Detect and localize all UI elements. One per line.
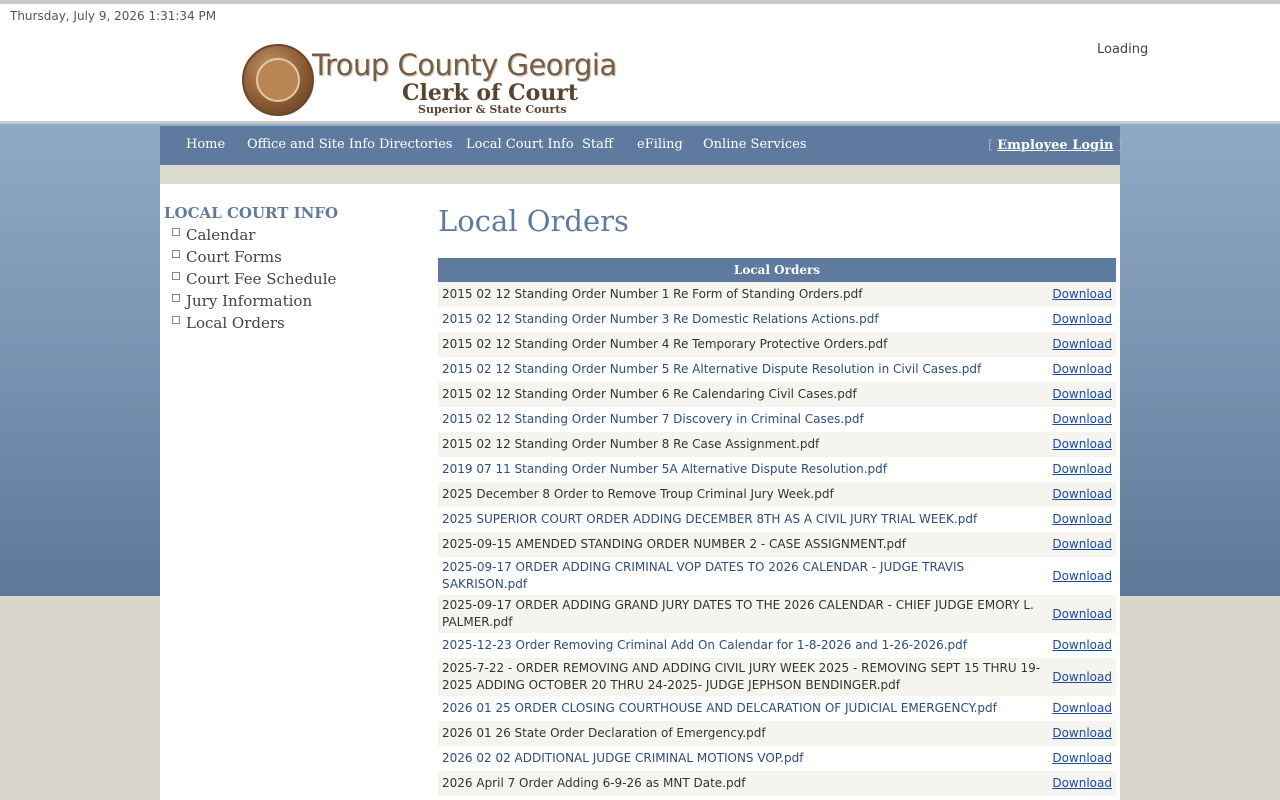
sidebar-item-jury-information[interactable]: Jury Information (172, 292, 336, 314)
order-file-name: 2026 01 25 ORDER CLOSING COURTHOUSE AND DELCARATION OF JUDICIAL EMERGENCY.pdf (438, 696, 1048, 721)
download-link[interactable]: Download (1052, 387, 1112, 401)
nav-home[interactable]: Home (186, 137, 226, 152)
download-link[interactable]: Download (1052, 412, 1112, 426)
download-link[interactable]: Download (1052, 487, 1112, 501)
sub-navigation-bar (160, 165, 1120, 184)
current-datetime: Thursday, July 9, 2026 1:31:34 PM (10, 9, 217, 23)
table-row (438, 658, 1116, 696)
table-row (438, 595, 1116, 633)
order-file-name: 2025 SUPERIOR COURT ORDER ADDING DECEMBER 8TH AS A CIVIL JURY TRIAL WEEK.pdf (438, 507, 1048, 532)
sidebar-item-court-fee-schedule[interactable]: Court Fee Schedule (172, 270, 336, 292)
sidebar-item-calendar[interactable]: Calendar (172, 226, 336, 248)
order-file-name: 2025-09-15 AMENDED STANDING ORDER NUMBER 2 - CASE ASSIGNMENT.pdf (438, 532, 1048, 557)
table-row (438, 357, 1116, 382)
download-cell (1048, 382, 1116, 407)
table-row (438, 432, 1116, 457)
download-link[interactable]: Download (1052, 537, 1112, 551)
download-cell (1048, 457, 1116, 482)
download-cell (1048, 332, 1116, 357)
download-cell (1048, 307, 1116, 332)
download-cell (1048, 633, 1116, 658)
download-link[interactable]: Download (1052, 437, 1112, 451)
download-link[interactable]: Download (1052, 287, 1112, 301)
order-file-name: 2015 02 12 Standing Order Number 4 Re Temporary Protective Orders.pdf (438, 332, 1048, 357)
nav-local-court-info[interactable]: Local Court Info (466, 137, 574, 152)
site-header (0, 0, 1280, 124)
order-file-name: 2015 02 12 Standing Order Number 1 Re Form of Standing Orders.pdf (438, 282, 1048, 307)
download-link[interactable]: Download (1052, 568, 1112, 583)
table-row (438, 557, 1116, 595)
download-cell (1048, 658, 1116, 696)
download-link[interactable]: Download (1052, 638, 1112, 652)
main-navigation (160, 126, 1123, 165)
download-link[interactable]: Download (1052, 701, 1112, 715)
bullet-icon (172, 228, 180, 236)
sidebar-menu (172, 226, 336, 336)
download-link[interactable]: Download (1052, 726, 1112, 740)
order-file-name: 2026 April 7 Order Adding 6-9-26 as MNT Date.pdf (438, 771, 1048, 796)
table-row (438, 307, 1116, 332)
download-link[interactable]: Download (1052, 512, 1112, 526)
county-seal-icon (242, 44, 314, 116)
table-row (438, 482, 1116, 507)
download-link[interactable]: Download (1052, 669, 1112, 684)
table-row (438, 771, 1116, 796)
download-cell (1048, 432, 1116, 457)
table-row (438, 457, 1116, 482)
order-file-name: 2025-12-23 Order Removing Criminal Add On Calendar for 1-8-2026 and 1-26-2026.pdf (438, 633, 1048, 658)
download-cell (1048, 282, 1116, 307)
download-cell (1048, 507, 1116, 532)
nav-office-and-site-info[interactable]: Office and Site Info (247, 137, 375, 152)
download-cell (1048, 721, 1116, 746)
download-cell (1048, 595, 1116, 633)
order-file-name: 2015 02 12 Standing Order Number 3 Re Domestic Relations Actions.pdf (438, 307, 1048, 332)
download-link[interactable]: Download (1052, 776, 1112, 790)
order-file-name: 2015 02 12 Standing Order Number 7 Discovery in Criminal Cases.pdf (438, 407, 1048, 432)
download-link[interactable]: Download (1052, 312, 1112, 326)
table-header: Local Orders (438, 258, 1116, 282)
table-row (438, 382, 1116, 407)
nav-staff[interactable]: Staff (582, 137, 614, 152)
nav-online-services[interactable]: Online Services (703, 137, 807, 152)
order-file-name: 2025-09-17 ORDER ADDING GRAND JURY DATES TO THE 2026 CALENDAR - CHIEF JUDGE EMORY L. PALMER.pdf (438, 595, 1048, 633)
download-link[interactable]: Download (1052, 606, 1112, 621)
download-cell (1048, 407, 1116, 432)
order-file-name: 2026 02 02 ADDITIONAL JUDGE CRIMINAL MOTIONS VOP.pdf (438, 746, 1048, 771)
site-logo[interactable] (242, 42, 617, 118)
table-row (438, 282, 1116, 307)
sidebar-item-court-forms[interactable]: Court Forms (172, 248, 336, 270)
download-link[interactable]: Download (1052, 751, 1112, 765)
table-row (438, 407, 1116, 432)
download-link[interactable]: Download (1052, 362, 1112, 376)
order-file-name: 2015 02 12 Standing Order Number 5 Re Alternative Dispute Resolution in Civil Cases.pdf (438, 357, 1048, 382)
sidebar-item-local-orders[interactable]: Local Orders (172, 314, 336, 336)
download-cell (1048, 557, 1116, 595)
nav-directories[interactable]: Directories (379, 137, 453, 152)
table-row (438, 332, 1116, 357)
sidebar-title: LOCAL COURT INFO (164, 204, 339, 222)
download-link[interactable]: Download (1052, 337, 1112, 351)
order-file-name: 2015 02 12 Standing Order Number 8 Re Case Assignment.pdf (438, 432, 1048, 457)
order-file-name: 2015 02 12 Standing Order Number 6 Re Calendaring Civil Cases.pdf (438, 382, 1048, 407)
table-row (438, 746, 1116, 771)
local-orders-table (438, 258, 1116, 796)
download-cell (1048, 746, 1116, 771)
download-cell (1048, 482, 1116, 507)
table-row (438, 507, 1116, 532)
download-cell (1048, 357, 1116, 382)
employee-login-link[interactable]: Employee Login (997, 138, 1114, 153)
download-cell (1048, 696, 1116, 721)
table-row (438, 532, 1116, 557)
table-row (438, 721, 1116, 746)
download-cell (1048, 771, 1116, 796)
logo-subtitle: Clerk of Court (402, 80, 579, 106)
loading-indicator: Loading (1097, 42, 1149, 57)
bullet-icon (172, 272, 180, 280)
logo-tagline: Superior & State Courts (418, 103, 567, 116)
order-file-name: 2025-7-22 - ORDER REMOVING AND ADDING CIVIL JURY WEEK 2025 - REMOVING SEPT 15 THRU 19-2025 ADDING OCTOBER 20 THRU 24-2025- JUDGE JEPHSON BENDINGER.pdf (438, 658, 1048, 696)
employee-login: [ Employee Login ] (988, 138, 1123, 153)
page-title: Local Orders (438, 204, 629, 238)
bullet-icon (172, 316, 180, 324)
logo-title: Troup County Georgia (312, 48, 617, 82)
order-file-name: 2019 07 11 Standing Order Number 5A Alternative Dispute Resolution.pdf (438, 457, 1048, 482)
table-row (438, 633, 1116, 658)
bullet-icon (172, 294, 180, 302)
content-area (160, 184, 1120, 800)
order-file-name: 2025 December 8 Order to Remove Troup Criminal Jury Week.pdf (438, 482, 1048, 507)
download-cell (1048, 532, 1116, 557)
order-file-name: 2026 01 26 State Order Declaration of Emergency.pdf (438, 721, 1048, 746)
nav-efiling[interactable]: eFiling (637, 137, 683, 152)
bullet-icon (172, 250, 180, 258)
order-file-name: 2025-09-17 ORDER ADDING CRIMINAL VOP DATES TO 2026 CALENDAR - JUDGE TRAVIS SAKRISON.pdf (438, 557, 1048, 595)
table-row (438, 696, 1116, 721)
download-link[interactable]: Download (1052, 462, 1112, 476)
